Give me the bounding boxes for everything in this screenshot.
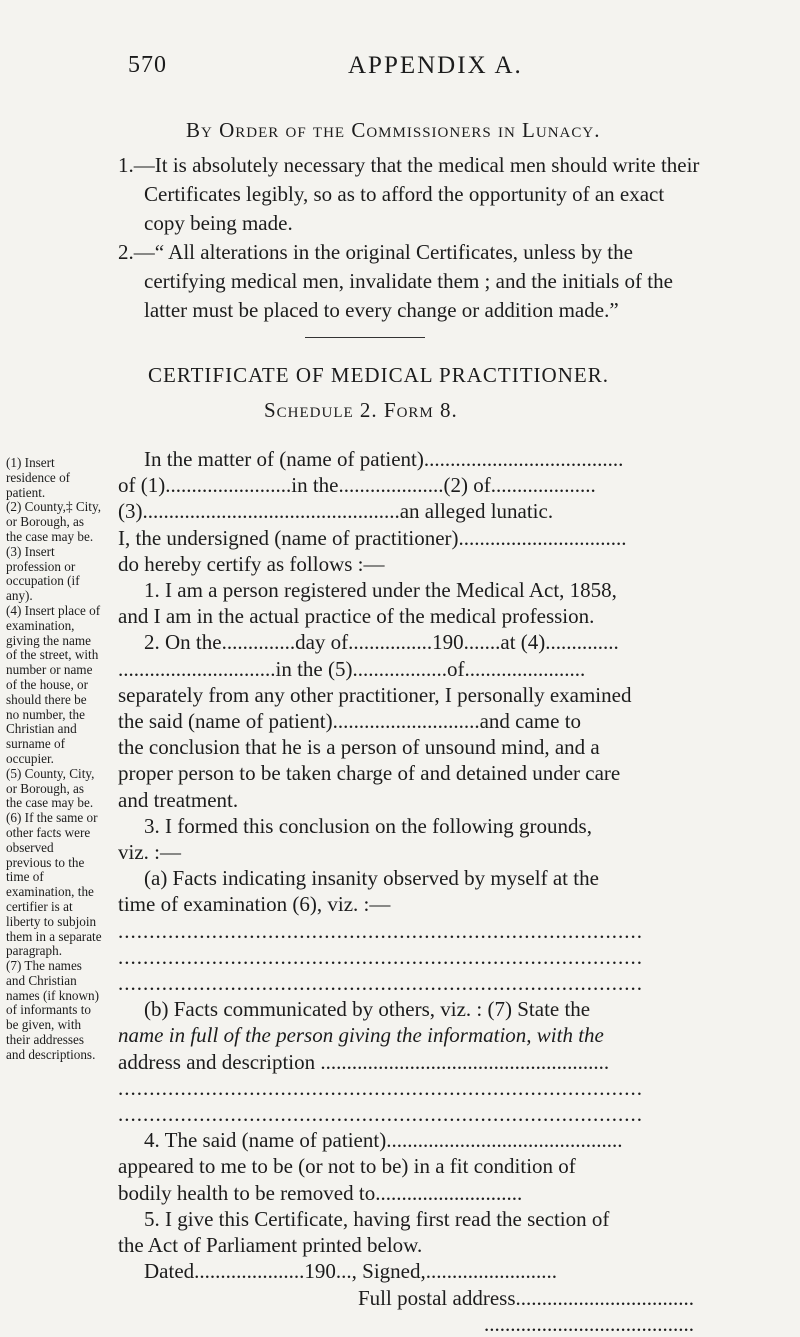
margin-note-3: (3) Insert profession or occupation (if any). [6,543,80,604]
certificate-line: 1. I am a person registered under the Medical Act, 1858, [144,578,617,603]
certificate-line: separately from any other practitioner, I personally examined [118,682,632,707]
order-heading: By Order of the Commissioners in Lunacy. [186,118,601,142]
certificate-line: the conclusion that he is a person of unsound mind, and a [118,735,600,760]
certificate-line: .................................................................................... [118,944,643,969]
order-list [118,151,700,325]
certificate-title: CERTIFICATE OF MEDICAL PRACTITIONER. [148,363,609,387]
certificate-line: (a) Facts indicating insanity observed by myself at the [144,866,599,891]
margin-note-6: (6) If the same or other facts were observed previous to the time of examination, the certifier is at liberty to subjoin them in a separate paragraph. [6,810,102,959]
certificate-line: Full postal address.................................. [358,1285,694,1310]
certificate-body [118,446,700,1337]
certificate-line: time of examination (6), viz. :— [118,892,391,917]
order-item-2: 2.—“ All alterations in the original Certificates, unless by the certifying medical men, invalidate them ; and the initials of the latter must be placed to every change or addition made.” [118,240,673,322]
certificate-line: .................................................................................... [118,1075,643,1100]
certificate-line: do hereby certify as follows :— [118,551,385,576]
margin-note-1: (1) Insert residence of patient. [6,455,71,500]
margin-note-4: (4) Insert place of examination, giving the name of the street, with number or name of the house, or should there be no number, the Christian and surname of occupier. [6,602,101,766]
running-head [0,52,800,88]
certificate-line: (3).................................................an alleged lunatic. [118,499,554,524]
margin-note-2: (2) County,‡ City, or Borough, as the case may be. [6,499,101,544]
certificate-line: .................................................................................... [118,918,643,943]
margin-note-5: (5) County, City, or Borough, as the case may be. [6,765,95,811]
certificate-line: .................................................................................... [118,971,643,996]
certificate-line: I, the undersigned (name of practitioner)................................ [118,525,627,550]
certificate-line: 4. The said (name of patient)............................................. [144,1128,623,1153]
certificate-line: name in full of the person giving the information, with the [118,1023,604,1048]
certificate-line: viz. :— [118,840,181,865]
certificate-line: bodily health to be removed to............................ [118,1180,523,1205]
certificate-line: appeared to me to be (or not to be) in a fit condition of [118,1154,576,1179]
certificate-line: (b) Facts communicated by others, viz. : (7) State the [144,997,591,1022]
certificate-line: proper person to be taken charge of and detained under care [118,761,621,786]
margin-notes [6,456,102,1063]
certificate-line: and treatment. [118,787,239,812]
schedule-heading: Schedule 2. Form 8. [264,398,458,422]
section-divider [305,337,425,338]
certificate-line: ..............................in the (5)..................of....................... [118,656,586,681]
page-number: 570 [128,52,167,78]
certificate-line: address and description ....................................................... [118,1049,610,1074]
certificate-line: .................................................................................... [118,1102,643,1127]
certificate-line: 5. I give this Certificate, having first read the section of [144,1206,610,1231]
certificate-line: ........................................ [484,1311,694,1336]
certificate-line: In the matter of (name of patient)...................................... [144,447,624,471]
certificate-line: the Act of Parliament printed below. [118,1233,423,1258]
certificate-line: and I am in the actual practice of the medical profession. [118,604,595,629]
certificate-line: 2. On the..............day of................190.......at (4).............. [144,630,619,655]
certificate-line: 3. I formed this conclusion on the following grounds, [144,813,592,838]
margin-note-7: (7) The names and Christian names (if known) of informants to be given, with their addresses and descriptions. [6,958,100,1062]
certificate-line: of (1)........................in the....................(2) of.................... [118,473,596,498]
order-item-1: 1.—It is absolutely necessary that the medical men should write their Certificates legibly, so as to afford the opportunity of an exact copy being made. [118,153,700,235]
certificate-line: Dated.....................190..., Signed,......................... [144,1259,557,1284]
certificate-line: the said (name of patient)............................and came to [118,709,582,734]
running-title: APPENDIX A. [348,52,523,79]
